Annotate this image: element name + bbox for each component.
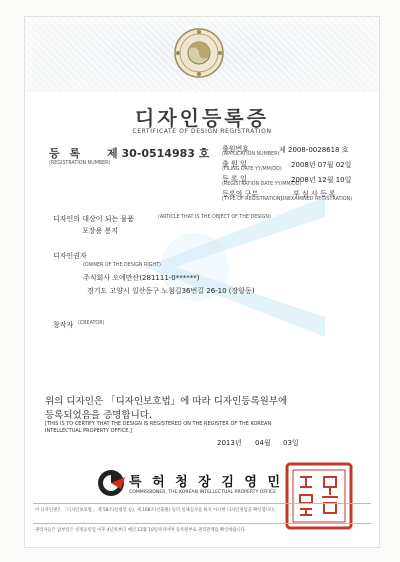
kipo-logo-icon: [97, 469, 127, 497]
legal-note-line2: 권리자들은 납부일은 설정등록일 이후 4년차부터 매년 12월 10일까지이며 등록원부로 권리관계를 확인바랍니다.: [35, 528, 247, 533]
registration-type-value-en: (UNEXAMINED REGISTRATION): [279, 197, 353, 202]
creator-label-en: (CREATOR): [78, 321, 105, 326]
commissioner-title-en: COMMISSIONER, THE KOREAN INTELLECTUAL PROPERTY OFFICE: [129, 490, 277, 495]
registration-type-label-en: (TYPE OF REGISTRATION): [222, 197, 283, 202]
owner-address: 경기도 고양시 일산동구 노첨길36번길 26-10 (장항동): [87, 287, 255, 295]
registration-label-en: (REGISTRATION NUMBER): [49, 161, 111, 166]
registration-type-value: 부 심 사 등 록: [293, 190, 336, 198]
design-object-value: 포장용 봉지: [82, 227, 119, 235]
issue-day: 03일: [283, 439, 299, 447]
owner-label: 디자인권자: [53, 252, 87, 260]
application-number-value: 제 2008-0028618 호: [279, 146, 349, 154]
certificate-frame: [24, 16, 380, 548]
registration-number: 제 30-0514983 호: [107, 147, 210, 160]
registration-type-label: 등록의 구분: [222, 190, 259, 198]
registration-date-label: 등 록 일: [222, 175, 247, 183]
filing-date-label-en: (FILING DATE:YY/MM/DD): [222, 167, 282, 172]
statement-en-line2: INTELLECTUAL PROPERTY OFFICE.]: [45, 428, 132, 434]
owner-name: 주식회사 오에만산(281111-0******): [83, 274, 200, 282]
legal-note-line1: 이 디자인권은 「디자인보호법」 제 58조(신청일 등), 제 168조(신출원) 등의 실체심사를 하지 아니한 디자인권임을 확인합니다.: [35, 508, 276, 513]
owner-label-en: (OWNER OF THE DESIGN RIGHT): [83, 263, 161, 268]
issue-year: 2013년: [217, 439, 242, 447]
registration-date-label-en: (REGISTRATION DATE:YY/MM/DD): [222, 182, 302, 187]
issue-month: 04월: [255, 439, 271, 447]
certificate-subtitle: CERTIFICATE OF DESIGN REGISTRATION: [132, 128, 272, 135]
national-seal-icon: [173, 27, 225, 79]
application-number-label: 출원번호: [222, 145, 250, 153]
registration-label: 등 록: [49, 147, 84, 160]
creator-label: 창작자: [53, 321, 74, 329]
filing-date-label: 출 원 일: [222, 160, 247, 168]
filing-date-value: 2008년 07월 02일: [291, 161, 352, 169]
statement-ko-line1: 위의 디자인은 「디자인보호법」에 따라 디자인등록원부에: [45, 396, 288, 407]
official-stamp-icon: [284, 461, 354, 531]
registration-date-value: 2008년 12월 10일: [291, 176, 352, 184]
statement-ko-line2: 등록되었음을 증명합니다.: [45, 410, 152, 421]
commissioner-name: 특 허 청 장 김 영 민: [129, 475, 284, 490]
application-number-label-en: (APPLICATION NUMBER): [222, 152, 280, 157]
certificate-title: 디자인등록증: [135, 106, 269, 130]
statement-en-line1: [THIS IS TO CERTIFY THAT THE DESIGN IS REGISTERED ON THE REGISTER OF THE KOREAN: [45, 421, 272, 427]
design-object-label: 디자인의 대상이 되는 물품: [53, 215, 135, 223]
design-object-label-en: (ARTICLE THAT IS THE OBJECT OF THE DESIGN): [158, 215, 271, 220]
